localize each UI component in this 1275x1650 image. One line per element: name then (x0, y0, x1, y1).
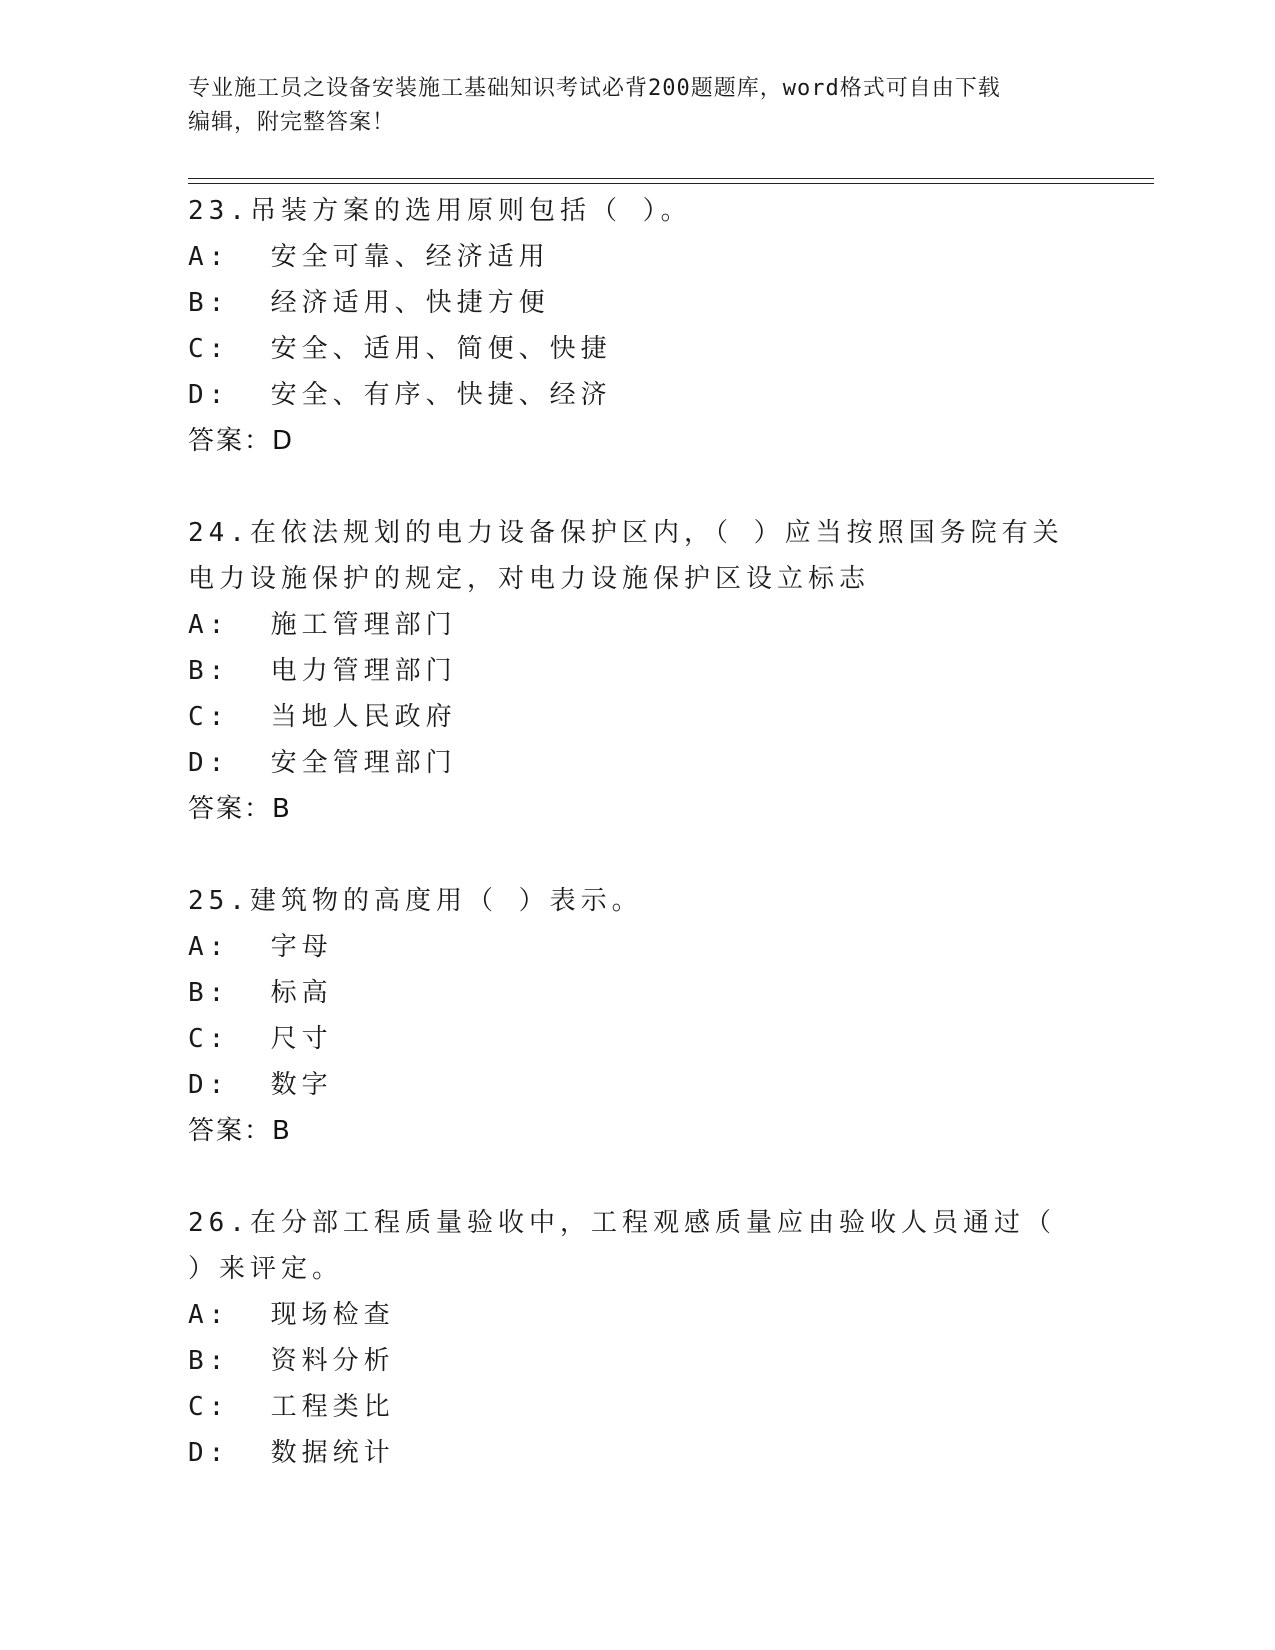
question-text: 23.吊装方案的选用原则包括（ ）。 (188, 196, 692, 226)
option-c: C: 工程类比 (188, 1392, 395, 1422)
header-line-1: 专业施工员之设备安装施工基础知识考试必背200题题库，word格式可自由下载 (188, 76, 1001, 101)
option-a: A: 字母 (188, 932, 333, 962)
question-text: 25.建筑物的高度用（ ）表示。 (188, 886, 643, 916)
option-b: B: 经济适用、快捷方便 (188, 288, 550, 318)
option-d: D: 数字 (188, 1070, 333, 1100)
question-26 (188, 1200, 1088, 1476)
option-c: C: 安全、适用、简便、快捷 (188, 334, 612, 364)
option-b: B: 电力管理部门 (188, 656, 457, 686)
question-24 (188, 510, 1088, 832)
option-a: A: 施工管理部门 (188, 610, 457, 640)
option-b: B: 标高 (188, 978, 333, 1008)
answer: 答案：D (188, 426, 295, 456)
option-d: D: 安全、有序、快捷、经济 (188, 380, 612, 410)
document-header (188, 72, 1088, 140)
question-text: 26.在分部工程质量验收中，工程观感质量应由验收人员通过（ ）来评定。 (188, 1208, 1056, 1284)
question-25 (188, 878, 1088, 1154)
option-d: D: 安全管理部门 (188, 748, 457, 778)
question-list (188, 188, 1088, 1522)
header-divider-top (188, 178, 1154, 179)
question-text: 24.在依法规划的电力设备保护区内，（ ）应当按照国务院有关电力设施保护的规定，对电力设施保护区设立标志 (188, 518, 1064, 594)
option-c: C: 当地人民政府 (188, 702, 457, 732)
question-23 (188, 188, 1088, 464)
answer: 答案：B (188, 1116, 292, 1146)
header-line-2: 编辑，附完整答案！ (188, 110, 396, 135)
option-a: A: 安全可靠、经济适用 (188, 242, 550, 272)
option-d: D: 数据统计 (188, 1438, 395, 1468)
option-a: A: 现场检查 (188, 1300, 395, 1330)
header-divider-bottom (188, 183, 1154, 184)
answer: 答案：B (188, 794, 292, 824)
option-c: C: 尺寸 (188, 1024, 333, 1054)
option-b: B: 资料分析 (188, 1346, 395, 1376)
